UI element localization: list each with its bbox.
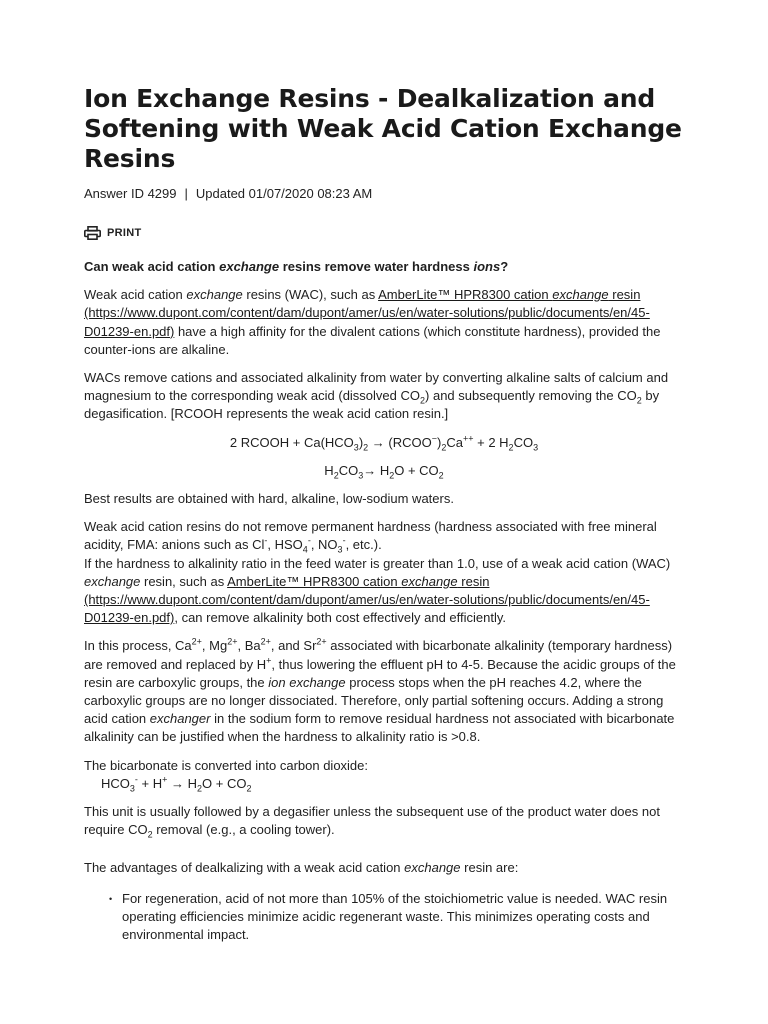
print-label: PRINT xyxy=(107,227,142,239)
paragraph-best-results: Best results are obtained with hard, alkaline, low-sodium waters. xyxy=(84,491,454,507)
datasheet-url-link-2[interactable]: (https://www.dupont.com/content/dam/dupont/amer/us/en/water-solutions/public/documents/en/45-D01239-en.pdf) xyxy=(84,592,650,626)
equation-2: $H_2CO_3\to H_2O + CO_2$ xyxy=(324,462,444,481)
advantages-list xyxy=(84,890,684,945)
paragraph-advantages: The advantages of dealkalizing with a weak acid cation exchange resin are: xyxy=(84,860,519,876)
article-meta xyxy=(84,186,684,202)
meta-separator: | xyxy=(184,186,188,201)
list-item: • For regeneration, acid of not more than 105% of the stoichiometric value is needed. WAC resin operating efficiencies minimize acidic regenerant waste. This minimizes operating costs and environmental impact. xyxy=(122,890,684,945)
page-title: Ion Exchange Resins - Dealkalization and Softening with Weak Acid Cation Exchange Resins xyxy=(84,84,682,173)
updated-date: Updated 01/07/2020 08:23 AM xyxy=(195,186,373,201)
amberlite-link-2[interactable]: AmberLite™ HPR8300 cation exchange resin xyxy=(227,573,490,589)
amberlite-link[interactable]: AmberLite™ HPR8300 cation exchange resin xyxy=(378,287,641,303)
paragraph-wac-intro: Weak acid cation exchange resins (WAC), such as AmberLite™ HPR8300 cation exchange resin (https://www.dupont.com/content/dam/dupont/amer/us/en/water-solutions/public/documents/en/45-D01239-en.pdf) have a high affinity for the divalent cations (which constitute hardness), provided the counter-ions are alkaline. xyxy=(84,287,661,357)
print-button[interactable] xyxy=(84,226,684,240)
paragraph-degasifier: This unit is usually followed by a degasifier unless the subsequent use of the product water does not require $CO_2$ removal (e.g., a cooling tower). xyxy=(84,804,660,840)
paragraph-bicarbonate: The bicarbonate is converted into carbon dioxide: $HCO_3^- + H^+ \to H_2O + CO_2$ xyxy=(84,757,369,794)
question-heading: Can weak acid cation exchange resins remove water hardness ions? xyxy=(84,259,509,274)
printer-icon xyxy=(84,226,101,240)
paragraph-process-detail: In this process, $Ca^{2+}$, $Mg^{2+}$, $Ba^{2+}$, and $Sr^{2+}$ associated with bicarbonate alkalinity (temporary hardness) are removed and replaced by H+, thus lowering the effluent pH to 4-5. Because the acidic groups of the resin are carboxylic groups, the ion exchange process stops when the pH reaches 4.2, where the carboxylic groups are no longer dissociated. Therefore, only partial softening occurs. Adding a strong acid cation exchanger in the sodium form to remove residual hardness not associated with bicarbonate alkalinity can be justified when the hardness to alkalinity ratio is >0.8. xyxy=(84,637,676,745)
equation-1: 2 RCOOH + $Ca(HCO_3)_2$ → $(RCOO^-)_2Ca^{++} + 2$ $H_2CO_3$ xyxy=(229,433,539,453)
paragraph-permanent-hardness: Weak acid cation resins do not remove permanent hardness (hardness associated with free mineral acidity, FMA: anions such as Cl-, $HSO_4^-$, $NO_3^-$, etc.). If the hardness to alkalinity ratio in the feed water is greater than 1.0, use of a weak acid cation (WAC) exchange resin, such as AmberLite™ HPR8300 cation exchange resin (https://www.dupont.com/content/dam/dupont/amer/us/en/water-solutions/public/documents/en/45-D01239-en.pdf), can remove alkalinity both cost effectively and efficiently. xyxy=(84,519,671,626)
article xyxy=(84,84,684,944)
answer-id: Answer ID 4299 xyxy=(84,186,177,201)
datasheet-url-link[interactable]: (https://www.dupont.com/content/dam/dupont/amer/us/en/water-solutions/public/documents/en/45-D01239-en.pdf) xyxy=(84,305,650,339)
paragraph-wac-process: WACs remove cations and associated alkalinity from water by converting alkaline salts of calcium and magnesium to the corresponding weak acid (dissolved $CO_2$) and subsequently removing the $CO_2$ by degasification. [RCOOH represents the weak acid cation resin.] xyxy=(84,370,669,422)
